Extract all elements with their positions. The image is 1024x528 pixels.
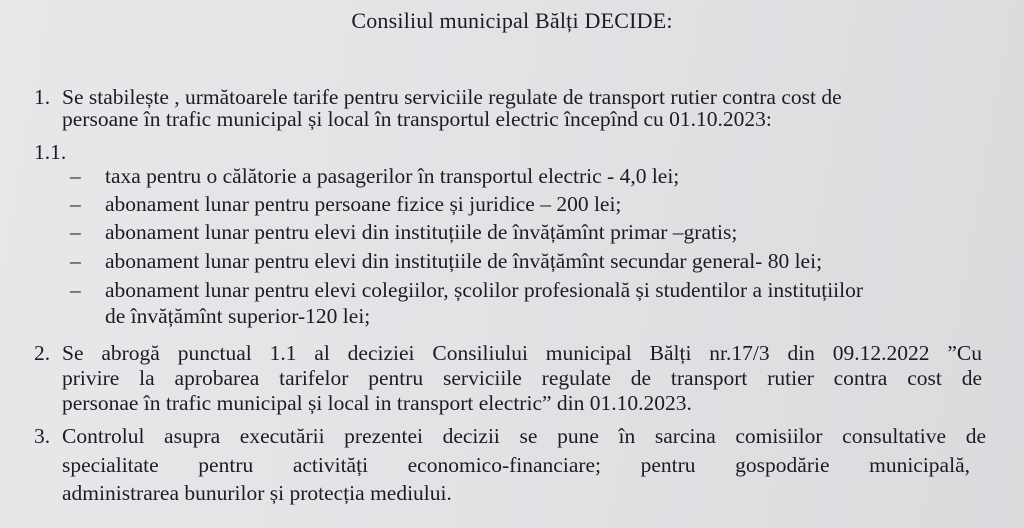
item-2-line-1: Se abrogă punctual 1.1 al deciziei Consiliului municipal Bălți nr.17/3 din 09.12.2022 ”Cu — [62, 341, 982, 365]
bullet-item: abonament lunar pentru elevi colegiilor, școlilor profesională și studentilor a instituțiilor — [105, 278, 864, 302]
bullet-dash: – — [70, 192, 81, 216]
item-1-line-1: Se stabilește , următoarele tarife pentru serviciile regulate de transport rutier contra cost de — [62, 85, 842, 109]
item-1-1-number: 1.1. — [34, 140, 67, 164]
bullet-item: taxa pentru o călătorie a pasagerilor în transportul electric - 4,0 lei; — [105, 164, 680, 188]
bullet-dash: – — [70, 220, 81, 244]
item-1-line-2: persoane în trafic municipal și local în transportul electric începînd cu 01.10.2023: — [62, 107, 772, 131]
item-2-line-2: privire la aprobarea tarifelor pentru serviciile regulate de transport rutier contra cost de — [62, 366, 982, 390]
item-3-line-2: specialitate pentru activități economico-financiare; pentru gospodărie municipală, — [62, 453, 970, 477]
bullet-item-continuation: de învățămînt superior-120 lei; — [105, 304, 371, 328]
bullet-item: abonament lunar pentru persoane fizice și juridice – 200 lei; — [105, 192, 622, 216]
bullet-item: abonament lunar pentru elevi din instituțiile de învățămînt primar –gratis; — [105, 220, 738, 244]
bullet-dash: – — [70, 164, 81, 188]
item-2-number: 2. — [34, 341, 51, 365]
item-3-line-3: administrarea bunurilor și protecția mediului. — [62, 481, 452, 505]
decision-heading: Consiliul municipal Bălți DECIDE: — [351, 8, 673, 33]
bullet-item: abonament lunar pentru elevi din instituțiile de învățămînt secundar general- 80 lei; — [105, 249, 823, 273]
item-3-number: 3. — [34, 424, 51, 448]
item-2-line-3: personae în trafic municipal și local in transport electric” din 01.10.2023. — [62, 391, 692, 415]
item-1-number: 1. — [34, 85, 51, 109]
bullet-dash: – — [70, 278, 81, 302]
item-3-line-1: Controlul asupra executării prezentei decizii se pune în sarcina comisiilor consultative de — [62, 424, 986, 448]
bullet-dash: – — [70, 249, 81, 273]
